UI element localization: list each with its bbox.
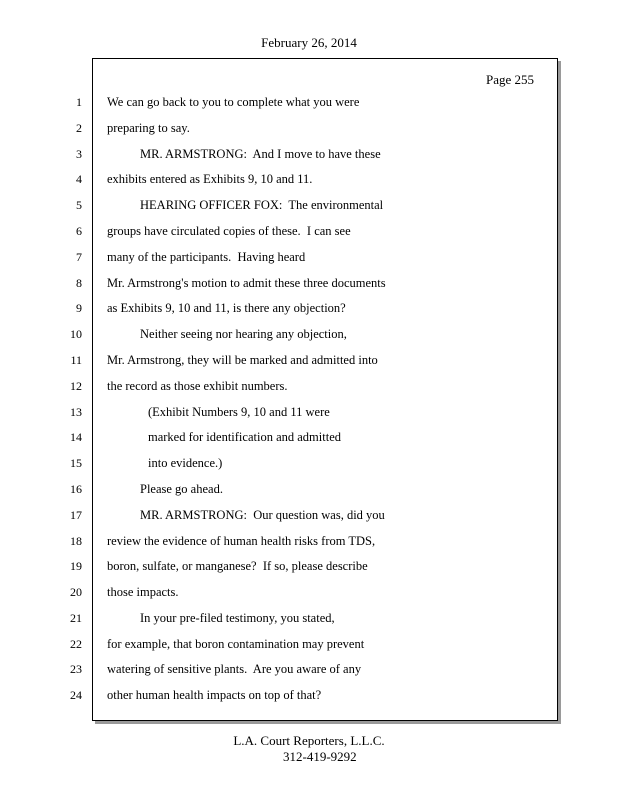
transcript-line: the record as those exhibit numbers. <box>107 379 288 393</box>
line-number: 16 <box>70 482 82 496</box>
transcript-line: exhibits entered as Exhibits 9, 10 and 11. <box>107 172 313 186</box>
transcript-line: as Exhibits 9, 10 and 11, is there any objection? <box>107 301 346 315</box>
line-number: 9 <box>76 301 82 315</box>
line-number: 18 <box>70 534 82 548</box>
transcript-line: MR. ARMSTRONG: And I move to have these <box>140 147 381 161</box>
header-date: February 26, 2014 <box>261 35 357 50</box>
line-number: 8 <box>76 276 82 290</box>
footer-company: L.A. Court Reporters, L.L.C. <box>233 733 385 748</box>
line-number: 6 <box>76 224 82 238</box>
line-number: 24 <box>70 688 82 702</box>
line-number: 22 <box>70 637 82 651</box>
line-number: 10 <box>70 327 82 341</box>
line-number: 19 <box>70 559 82 573</box>
transcript-line: into evidence.) <box>148 456 223 470</box>
line-number: 3 <box>76 147 82 161</box>
transcript-line: HEARING OFFICER FOX: The environmental <box>140 198 384 212</box>
line-number: 23 <box>70 662 82 676</box>
transcript-line: Please go ahead. <box>140 482 223 496</box>
line-number: 15 <box>70 456 82 470</box>
line-number: 20 <box>70 585 82 599</box>
transcript-line: those impacts. <box>107 585 179 599</box>
transcript-line: marked for identification and admitted <box>148 430 341 444</box>
line-number: 17 <box>70 508 82 522</box>
transcript-line: (Exhibit Numbers 9, 10 and 11 were <box>148 405 330 419</box>
line-number: 11 <box>70 353 82 367</box>
transcript-line: watering of sensitive plants. Are you aware of any <box>107 662 362 676</box>
transcript-line: We can go back to you to complete what you were <box>107 95 360 109</box>
transcript-line: Neither seeing nor hearing any objection, <box>140 327 347 341</box>
transcript-line: for example, that boron contamination may prevent <box>107 637 365 651</box>
transcript-line: Mr. Armstrong's motion to admit these three documents <box>107 276 386 290</box>
line-number: 2 <box>76 121 82 135</box>
transcript-line: many of the participants. Having heard <box>107 250 306 264</box>
footer-phone: 312-419-9292 <box>283 749 357 764</box>
line-number: 5 <box>76 198 82 212</box>
line-number: 1 <box>76 95 82 109</box>
transcript-line: other human health impacts on top of that? <box>107 688 322 702</box>
transcript-line: In your pre-filed testimony, you stated, <box>140 611 335 625</box>
line-number: 7 <box>76 250 82 264</box>
line-number: 13 <box>70 405 82 419</box>
transcript-line: boron, sulfate, or manganese? If so, please describe <box>107 559 368 573</box>
transcript-line: review the evidence of human health risks from TDS, <box>107 534 376 548</box>
page-number: Page 255 <box>486 72 535 87</box>
transcript-line: MR. ARMSTRONG: Our question was, did you <box>140 508 385 522</box>
transcript-line: groups have circulated copies of these. I can see <box>107 224 351 238</box>
line-number: 12 <box>70 379 82 393</box>
line-number: 21 <box>70 611 82 625</box>
line-number: 14 <box>70 430 82 444</box>
transcript-line: preparing to say. <box>107 121 190 135</box>
line-number: 4 <box>76 172 82 186</box>
transcript-line: Mr. Armstrong, they will be marked and admitted into <box>107 353 378 367</box>
